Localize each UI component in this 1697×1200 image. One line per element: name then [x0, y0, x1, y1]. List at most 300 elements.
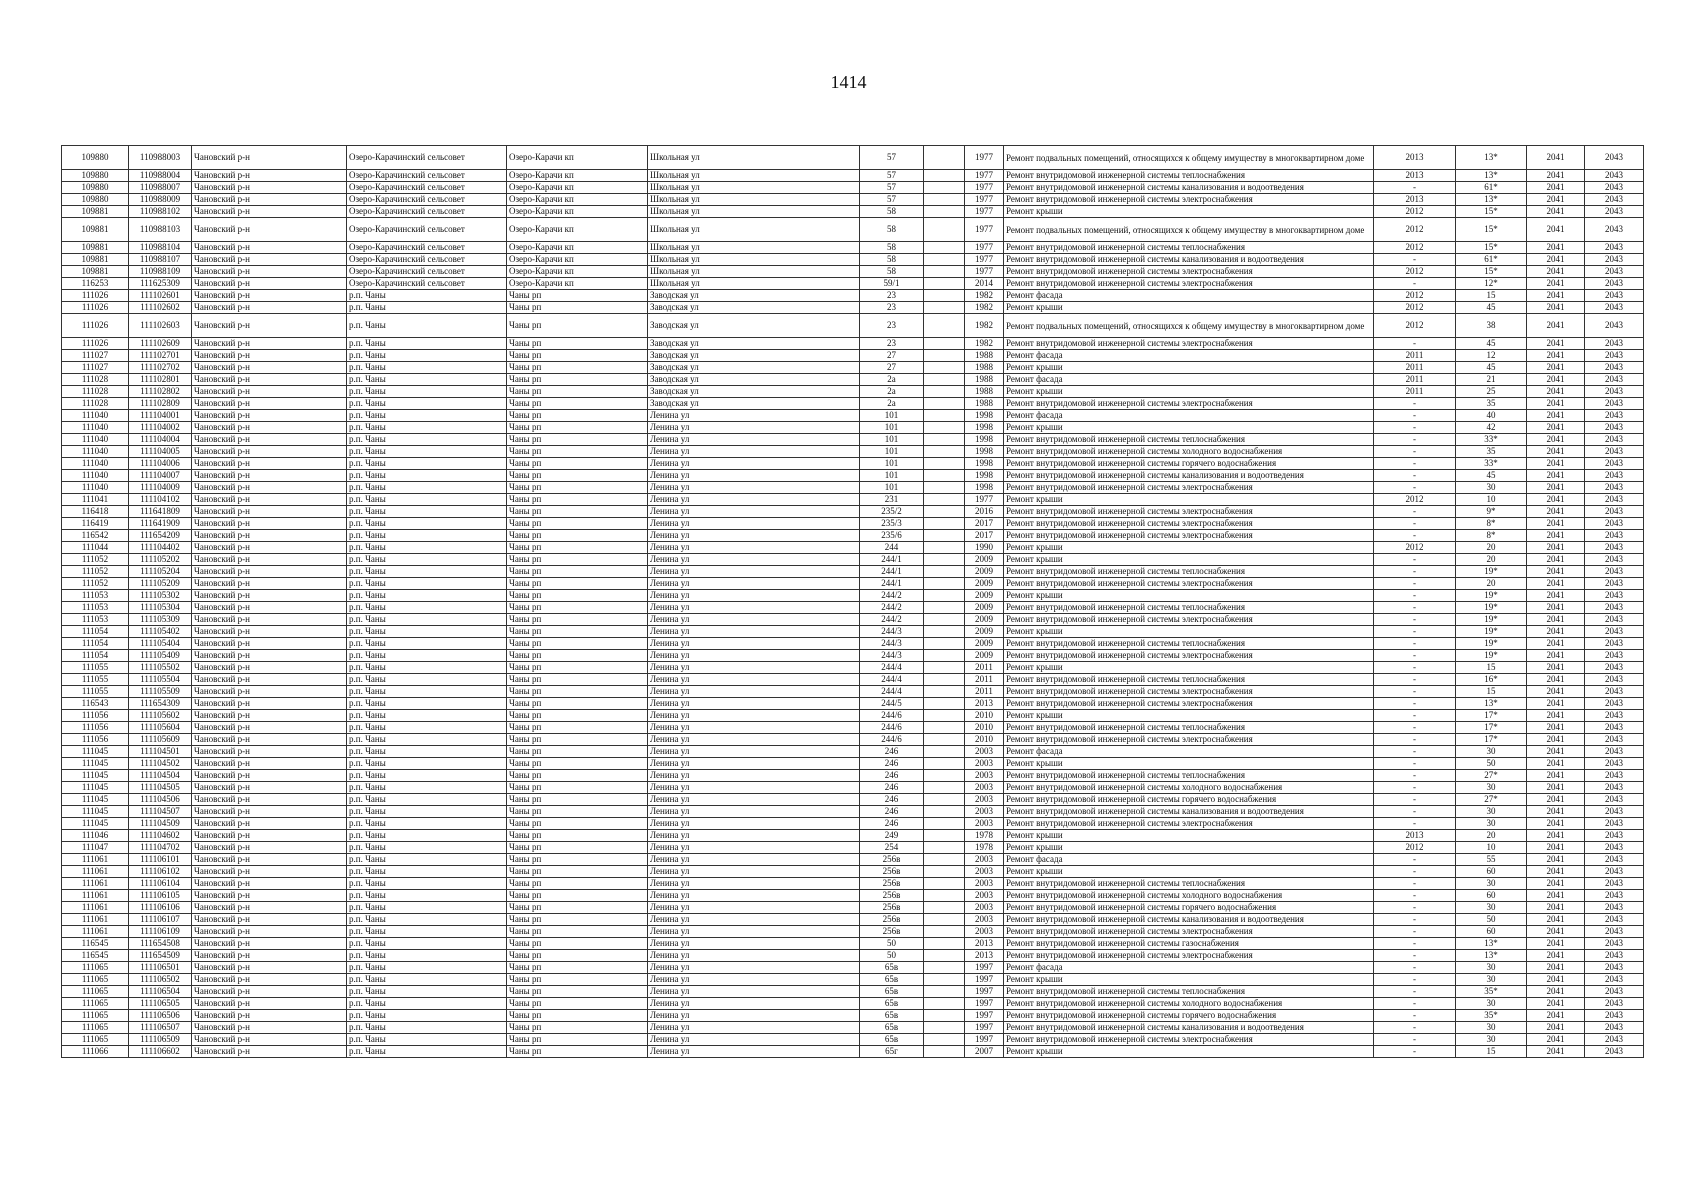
cell-last-repair-year: 2013	[1374, 146, 1456, 170]
cell-last-repair-year: -	[1374, 926, 1456, 938]
cell-municipality: Озеро-Карачинский сельсовет	[347, 218, 507, 242]
cell-wear-percent: 33*	[1456, 458, 1527, 470]
cell-start-year: 2041	[1527, 554, 1585, 566]
cell-settlement: Чаны рп	[507, 410, 648, 422]
cell-program-id: 111104007	[129, 470, 192, 482]
cell-settlement: Чаны рп	[507, 554, 648, 566]
cell-year-built: 2017	[965, 530, 1004, 542]
cell-work-type: Ремонт внутридомовой инженерной системы канализования и водоотведения	[1004, 470, 1374, 482]
cell-municipality: р.п. Чаны	[347, 398, 507, 410]
cell-street: Ленина ул	[648, 998, 860, 1010]
cell-last-repair-year: 2011	[1374, 374, 1456, 386]
cell-year-built: 2003	[965, 890, 1004, 902]
cell-settlement: Чаны рп	[507, 434, 648, 446]
table-row	[62, 506, 1644, 518]
cell-settlement: Чаны рп	[507, 926, 648, 938]
cell-street: Ленина ул	[648, 422, 860, 434]
cell-district: Чановский р-н	[192, 590, 347, 602]
cell-municipality: р.п. Чаны	[347, 362, 507, 374]
table-row	[62, 446, 1644, 458]
cell-end-year: 2043	[1585, 590, 1644, 602]
cell-last-repair-year: -	[1374, 470, 1456, 482]
cell-municipality: р.п. Чаны	[347, 926, 507, 938]
cell-house-id: 111052	[62, 554, 129, 566]
cell-settlement: Чаны рп	[507, 626, 648, 638]
cell-building	[924, 818, 965, 830]
cell-district: Чановский р-н	[192, 1010, 347, 1022]
cell-house-number: 101	[860, 434, 924, 446]
cell-municipality: Озеро-Карачинский сельсовет	[347, 206, 507, 218]
cell-house-id: 111040	[62, 482, 129, 494]
cell-last-repair-year: -	[1374, 734, 1456, 746]
cell-work-type: Ремонт внутридомовой инженерной системы теплоснабжения	[1004, 170, 1374, 182]
cell-house-number: 244/1	[860, 554, 924, 566]
cell-municipality: Озеро-Карачинский сельсовет	[347, 170, 507, 182]
cell-building	[924, 938, 965, 950]
cell-wear-percent: 21	[1456, 374, 1527, 386]
cell-start-year: 2041	[1527, 290, 1585, 302]
table-row	[62, 950, 1644, 962]
cell-wear-percent: 45	[1456, 362, 1527, 374]
cell-wear-percent: 45	[1456, 470, 1527, 482]
cell-building	[924, 626, 965, 638]
cell-house-id: 111026	[62, 302, 129, 314]
cell-settlement: Чаны рп	[507, 1046, 648, 1058]
cell-street: Ленина ул	[648, 866, 860, 878]
cell-district: Чановский р-н	[192, 566, 347, 578]
cell-settlement: Чаны рп	[507, 734, 648, 746]
cell-settlement: Чаны рп	[507, 530, 648, 542]
cell-street: Ленина ул	[648, 962, 860, 974]
cell-work-type: Ремонт внутридомовой инженерной системы электроснабжения	[1004, 266, 1374, 278]
cell-end-year: 2043	[1585, 542, 1644, 554]
cell-settlement: Чаны рп	[507, 650, 648, 662]
cell-program-id: 110988003	[129, 146, 192, 170]
cell-last-repair-year: -	[1374, 674, 1456, 686]
cell-work-type: Ремонт крыши	[1004, 422, 1374, 434]
cell-settlement: Чаны рп	[507, 914, 648, 926]
cell-street: Ленина ул	[648, 458, 860, 470]
cell-district: Чановский р-н	[192, 494, 347, 506]
cell-municipality: р.п. Чаны	[347, 566, 507, 578]
cell-start-year: 2041	[1527, 698, 1585, 710]
cell-wear-percent: 60	[1456, 866, 1527, 878]
cell-year-built: 1998	[965, 458, 1004, 470]
cell-municipality: р.п. Чаны	[347, 482, 507, 494]
cell-program-id: 111105309	[129, 614, 192, 626]
table-row	[62, 758, 1644, 770]
cell-district: Чановский р-н	[192, 422, 347, 434]
table-row	[62, 626, 1644, 638]
cell-last-repair-year: 2012	[1374, 494, 1456, 506]
cell-year-built: 2010	[965, 710, 1004, 722]
cell-district: Чановский р-н	[192, 926, 347, 938]
cell-year-built: 2003	[965, 806, 1004, 818]
cell-district: Чановский р-н	[192, 254, 347, 266]
table-row	[62, 278, 1644, 290]
cell-district: Чановский р-н	[192, 506, 347, 518]
cell-program-id: 111105409	[129, 650, 192, 662]
cell-last-repair-year: 2012	[1374, 266, 1456, 278]
table-row	[62, 614, 1644, 626]
cell-street: Ленина ул	[648, 1046, 860, 1058]
cell-work-type: Ремонт внутридомовой инженерной системы электроснабжения	[1004, 650, 1374, 662]
cell-street: Ленина ул	[648, 938, 860, 950]
cell-house-number: 58	[860, 242, 924, 254]
cell-last-repair-year: -	[1374, 638, 1456, 650]
cell-start-year: 2041	[1527, 854, 1585, 866]
cell-start-year: 2041	[1527, 386, 1585, 398]
cell-building	[924, 338, 965, 350]
cell-start-year: 2041	[1527, 758, 1585, 770]
cell-program-id: 111104006	[129, 458, 192, 470]
cell-program-id: 111102603	[129, 314, 192, 338]
cell-wear-percent: 50	[1456, 758, 1527, 770]
cell-building	[924, 170, 965, 182]
cell-year-built: 1997	[965, 962, 1004, 974]
cell-year-built: 1977	[965, 170, 1004, 182]
table-row	[62, 206, 1644, 218]
cell-municipality: р.п. Чаны	[347, 446, 507, 458]
cell-municipality: р.п. Чаны	[347, 506, 507, 518]
cell-house-id: 116545	[62, 938, 129, 950]
table-row	[62, 302, 1644, 314]
cell-house-number: 244/4	[860, 662, 924, 674]
cell-start-year: 2041	[1527, 242, 1585, 254]
cell-house-id: 111065	[62, 1022, 129, 1034]
cell-house-number: 65в	[860, 974, 924, 986]
cell-wear-percent: 20	[1456, 542, 1527, 554]
cell-building	[924, 614, 965, 626]
table-row	[62, 182, 1644, 194]
cell-start-year: 2041	[1527, 194, 1585, 206]
table-row	[62, 842, 1644, 854]
cell-settlement: Озеро-Карачи кп	[507, 194, 648, 206]
table-row	[62, 242, 1644, 254]
cell-year-built: 1988	[965, 362, 1004, 374]
cell-end-year: 2043	[1585, 374, 1644, 386]
cell-end-year: 2043	[1585, 422, 1644, 434]
cell-end-year: 2043	[1585, 1034, 1644, 1046]
cell-end-year: 2043	[1585, 854, 1644, 866]
cell-building	[924, 650, 965, 662]
cell-year-built: 2009	[965, 566, 1004, 578]
table-row	[62, 734, 1644, 746]
cell-end-year: 2043	[1585, 758, 1644, 770]
cell-work-type: Ремонт внутридомовой инженерной системы электроснабжения	[1004, 926, 1374, 938]
cell-house-id: 116419	[62, 518, 129, 530]
table-row	[62, 998, 1644, 1010]
cell-house-id: 111061	[62, 866, 129, 878]
cell-street: Ленина ул	[648, 794, 860, 806]
cell-last-repair-year: 2011	[1374, 362, 1456, 374]
cell-end-year: 2043	[1585, 242, 1644, 254]
cell-program-id: 111105204	[129, 566, 192, 578]
cell-end-year: 2043	[1585, 350, 1644, 362]
cell-district: Чановский р-н	[192, 242, 347, 254]
cell-year-built: 2003	[965, 902, 1004, 914]
cell-house-number: 244/2	[860, 602, 924, 614]
cell-work-type: Ремонт внутридомовой инженерной системы теплоснабжения	[1004, 638, 1374, 650]
cell-last-repair-year: 2012	[1374, 842, 1456, 854]
cell-building	[924, 830, 965, 842]
cell-start-year: 2041	[1527, 434, 1585, 446]
table-row	[62, 662, 1644, 674]
cell-year-built: 1997	[965, 1010, 1004, 1022]
cell-end-year: 2043	[1585, 734, 1644, 746]
cell-last-repair-year: -	[1374, 794, 1456, 806]
cell-district: Чановский р-н	[192, 950, 347, 962]
cell-settlement: Чаны рп	[507, 338, 648, 350]
table-row	[62, 830, 1644, 842]
cell-program-id: 110988104	[129, 242, 192, 254]
cell-last-repair-year: -	[1374, 506, 1456, 518]
cell-work-type: Ремонт внутридомовой инженерной системы холодного водоснабжения	[1004, 998, 1374, 1010]
cell-house-number: 65в	[860, 998, 924, 1010]
cell-work-type: Ремонт внутридомовой инженерной системы теплоснабжения	[1004, 878, 1374, 890]
cell-house-number: 246	[860, 770, 924, 782]
cell-district: Чановский р-н	[192, 914, 347, 926]
cell-work-type: Ремонт крыши	[1004, 866, 1374, 878]
cell-start-year: 2041	[1527, 470, 1585, 482]
cell-wear-percent: 30	[1456, 1022, 1527, 1034]
cell-building	[924, 482, 965, 494]
table-row	[62, 1022, 1644, 1034]
cell-house-number: 244/1	[860, 566, 924, 578]
cell-house-id: 111055	[62, 662, 129, 674]
cell-building	[924, 806, 965, 818]
cell-wear-percent: 30	[1456, 782, 1527, 794]
cell-last-repair-year: 2012	[1374, 290, 1456, 302]
table-row	[62, 218, 1644, 242]
cell-work-type: Ремонт внутридомовой инженерной системы теплоснабжения	[1004, 986, 1374, 998]
cell-settlement: Чаны рп	[507, 1010, 648, 1022]
cell-end-year: 2043	[1585, 470, 1644, 482]
cell-house-number: 65в	[860, 1034, 924, 1046]
cell-street: Ленина ул	[648, 830, 860, 842]
cell-program-id: 111106502	[129, 974, 192, 986]
cell-end-year: 2043	[1585, 170, 1644, 182]
cell-street: Ленина ул	[648, 950, 860, 962]
cell-building	[924, 386, 965, 398]
cell-street: Школьная ул	[648, 242, 860, 254]
cell-wear-percent: 30	[1456, 818, 1527, 830]
cell-work-type: Ремонт внутридомовой инженерной системы электроснабжения	[1004, 530, 1374, 542]
cell-house-id: 111028	[62, 386, 129, 398]
cell-district: Чановский р-н	[192, 350, 347, 362]
cell-house-id: 111027	[62, 362, 129, 374]
cell-house-id: 111040	[62, 434, 129, 446]
cell-start-year: 2041	[1527, 722, 1585, 734]
cell-building	[924, 206, 965, 218]
cell-district: Чановский р-н	[192, 338, 347, 350]
cell-wear-percent: 13*	[1456, 170, 1527, 182]
cell-wear-percent: 30	[1456, 1034, 1527, 1046]
cell-street: Заводская ул	[648, 398, 860, 410]
cell-district: Чановский р-н	[192, 446, 347, 458]
cell-settlement: Чаны рп	[507, 998, 648, 1010]
cell-street: Ленина ул	[648, 482, 860, 494]
cell-program-id: 111102809	[129, 398, 192, 410]
cell-wear-percent: 35*	[1456, 986, 1527, 998]
cell-building	[924, 782, 965, 794]
cell-street: Ленина ул	[648, 590, 860, 602]
cell-settlement: Чаны рп	[507, 578, 648, 590]
cell-house-number: 256в	[860, 854, 924, 866]
cell-start-year: 2041	[1527, 974, 1585, 986]
cell-program-id: 111104402	[129, 542, 192, 554]
cell-program-id: 111106501	[129, 962, 192, 974]
cell-house-id: 109881	[62, 242, 129, 254]
cell-end-year: 2043	[1585, 818, 1644, 830]
cell-year-built: 2003	[965, 782, 1004, 794]
cell-house-number: 101	[860, 410, 924, 422]
cell-last-repair-year: -	[1374, 254, 1456, 266]
cell-work-type: Ремонт внутридомовой инженерной системы теплоснабжения	[1004, 770, 1374, 782]
cell-year-built: 2009	[965, 590, 1004, 602]
cell-year-built: 1998	[965, 470, 1004, 482]
cell-district: Чановский р-н	[192, 434, 347, 446]
cell-wear-percent: 19*	[1456, 602, 1527, 614]
cell-district: Чановский р-н	[192, 302, 347, 314]
cell-municipality: р.п. Чаны	[347, 626, 507, 638]
cell-last-repair-year: -	[1374, 1034, 1456, 1046]
cell-start-year: 2041	[1527, 662, 1585, 674]
cell-start-year: 2041	[1527, 530, 1585, 542]
cell-end-year: 2043	[1585, 686, 1644, 698]
cell-house-id: 111028	[62, 374, 129, 386]
cell-last-repair-year: 2013	[1374, 170, 1456, 182]
cell-street: Ленина ул	[648, 626, 860, 638]
cell-municipality: р.п. Чаны	[347, 782, 507, 794]
cell-settlement: Чаны рп	[507, 290, 648, 302]
cell-last-repair-year: -	[1374, 338, 1456, 350]
cell-building	[924, 770, 965, 782]
cell-district: Чановский р-н	[192, 530, 347, 542]
cell-year-built: 2007	[965, 1046, 1004, 1058]
cell-settlement: Озеро-Карачи кп	[507, 278, 648, 290]
cell-last-repair-year: -	[1374, 818, 1456, 830]
cell-wear-percent: 17*	[1456, 710, 1527, 722]
cell-program-id: 111106104	[129, 878, 192, 890]
cell-street: Ленина ул	[648, 806, 860, 818]
cell-settlement: Чаны рп	[507, 866, 648, 878]
cell-district: Чановский р-н	[192, 146, 347, 170]
table-row	[62, 686, 1644, 698]
cell-house-id: 111052	[62, 566, 129, 578]
cell-building	[924, 722, 965, 734]
table-row	[62, 794, 1644, 806]
cell-house-number: 58	[860, 266, 924, 278]
cell-work-type: Ремонт фасада	[1004, 962, 1374, 974]
table-row	[62, 974, 1644, 986]
cell-settlement: Чаны рп	[507, 302, 648, 314]
cell-district: Чановский р-н	[192, 398, 347, 410]
cell-house-id: 111065	[62, 1010, 129, 1022]
table-row	[62, 1034, 1644, 1046]
cell-wear-percent: 13*	[1456, 146, 1527, 170]
cell-settlement: Чаны рп	[507, 374, 648, 386]
cell-start-year: 2041	[1527, 506, 1585, 518]
cell-start-year: 2041	[1527, 986, 1585, 998]
cell-house-id: 109881	[62, 254, 129, 266]
cell-end-year: 2043	[1585, 638, 1644, 650]
cell-wear-percent: 30	[1456, 482, 1527, 494]
cell-municipality: р.п. Чаны	[347, 590, 507, 602]
cell-year-built: 1977	[965, 206, 1004, 218]
cell-settlement: Чаны рп	[507, 674, 648, 686]
cell-work-type: Ремонт внутридомовой инженерной системы горячего водоснабжения	[1004, 1010, 1374, 1022]
cell-wear-percent: 42	[1456, 422, 1527, 434]
cell-wear-percent: 25	[1456, 386, 1527, 398]
cell-building	[924, 566, 965, 578]
cell-building	[924, 986, 965, 998]
cell-work-type: Ремонт фасада	[1004, 290, 1374, 302]
cell-last-repair-year: -	[1374, 518, 1456, 530]
cell-program-id: 111104602	[129, 830, 192, 842]
cell-end-year: 2043	[1585, 302, 1644, 314]
cell-house-number: 244/2	[860, 614, 924, 626]
cell-street: Заводская ул	[648, 338, 860, 350]
cell-house-number: 23	[860, 290, 924, 302]
cell-work-type: Ремонт внутридомовой инженерной системы холодного водоснабжения	[1004, 446, 1374, 458]
cell-year-built: 1988	[965, 374, 1004, 386]
cell-house-id: 111045	[62, 806, 129, 818]
table-row	[62, 638, 1644, 650]
cell-program-id: 111654508	[129, 938, 192, 950]
cell-municipality: р.п. Чаны	[347, 518, 507, 530]
cell-house-id: 111055	[62, 674, 129, 686]
cell-house-id: 109880	[62, 182, 129, 194]
cell-municipality: р.п. Чаны	[347, 470, 507, 482]
cell-house-id: 111040	[62, 410, 129, 422]
cell-program-id: 111106506	[129, 1010, 192, 1022]
cell-settlement: Чаны рп	[507, 482, 648, 494]
cell-last-repair-year: 2013	[1374, 830, 1456, 842]
cell-last-repair-year: -	[1374, 422, 1456, 434]
cell-building	[924, 602, 965, 614]
cell-settlement: Чаны рп	[507, 470, 648, 482]
cell-house-id: 111045	[62, 770, 129, 782]
cell-house-id: 109881	[62, 266, 129, 278]
cell-year-built: 1977	[965, 254, 1004, 266]
cell-settlement: Озеро-Карачи кп	[507, 170, 648, 182]
table-row	[62, 914, 1644, 926]
cell-street: Ленина ул	[648, 554, 860, 566]
cell-year-built: 1978	[965, 842, 1004, 854]
cell-house-id: 111041	[62, 494, 129, 506]
cell-building	[924, 866, 965, 878]
cell-building	[924, 314, 965, 338]
cell-year-built: 2003	[965, 818, 1004, 830]
table-row	[62, 902, 1644, 914]
cell-settlement: Чаны рп	[507, 890, 648, 902]
cell-program-id: 111106109	[129, 926, 192, 938]
cell-house-number: 59/1	[860, 278, 924, 290]
cell-year-built: 2010	[965, 722, 1004, 734]
cell-house-number: 58	[860, 254, 924, 266]
cell-end-year: 2043	[1585, 494, 1644, 506]
cell-last-repair-year: 2013	[1374, 194, 1456, 206]
cell-wear-percent: 19*	[1456, 566, 1527, 578]
cell-end-year: 2043	[1585, 278, 1644, 290]
cell-street: Ленина ул	[648, 722, 860, 734]
cell-municipality: р.п. Чаны	[347, 386, 507, 398]
cell-municipality: р.п. Чаны	[347, 890, 507, 902]
table-row	[62, 674, 1644, 686]
cell-start-year: 2041	[1527, 350, 1585, 362]
cell-program-id: 111104005	[129, 446, 192, 458]
